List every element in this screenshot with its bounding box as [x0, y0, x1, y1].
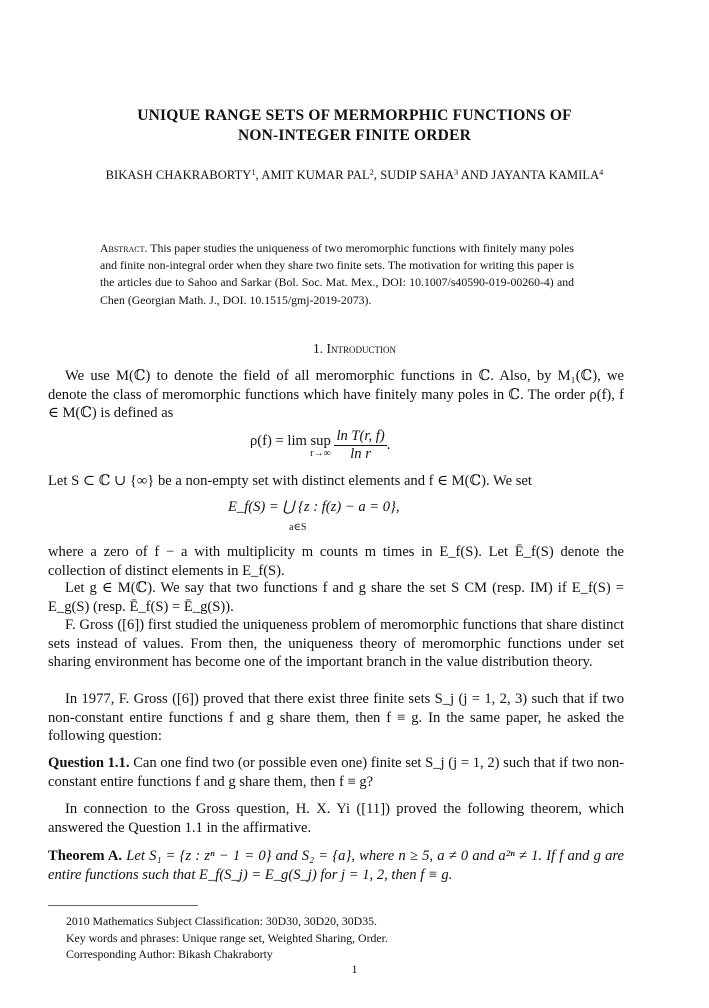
author-3: SUDIP SAHA	[380, 168, 455, 182]
section-title: Introduction	[326, 341, 396, 356]
footnote-msc: 2010 Mathematics Subject Classification: 30D30, 30D20, 30D35.	[66, 914, 377, 928]
footnote-corresponding: Corresponding Author: Bikash Chakraborty	[66, 947, 273, 961]
section-heading	[40, 341, 669, 357]
theorem-label: Theorem A.	[48, 848, 123, 864]
eq1-fraction	[334, 428, 386, 463]
paragraph-yi: In connection to the Gross question, H. X. Yi ([11]) proved the following theorem, which answered the Question 1.1 in the affirmative.	[48, 801, 624, 836]
paragraph-intro: We use M(ℂ) to denote the field of all meromorphic functions in ℂ. Also, by M₁(ℂ), we denote the class of meromorphic functions which have finitely many poles in ℂ. The order ρ(f), f ∈ M(ℂ) is defined as	[48, 368, 624, 421]
question-1-1	[48, 754, 624, 791]
abstract-label: Abstract.	[100, 241, 148, 255]
paper-title	[40, 106, 669, 146]
abstract	[100, 240, 574, 309]
eq1-lhs: ρ(f) = lim sup	[250, 432, 331, 449]
paragraph-set-def: Let S ⊂ ℂ ∪ {∞} be a non-empty set with distinct elements and f ∈ M(ℂ). We set	[48, 473, 532, 489]
equation-order	[250, 428, 390, 463]
equation-ef	[228, 498, 400, 533]
eq1-limit-sub: r→∞	[310, 447, 331, 459]
footnotes	[66, 913, 626, 963]
footnote-rule	[48, 905, 198, 906]
page-number: 1	[351, 962, 358, 976]
eq2-union-sub: a∈S	[289, 522, 307, 533]
eq1-numerator: ln T(r, f)	[336, 428, 385, 444]
eq1-period: .	[386, 436, 391, 453]
author-1-mark: 1	[251, 168, 256, 177]
section-number: 1.	[313, 341, 324, 356]
question-label: Question 1.1.	[48, 755, 130, 771]
footnote-keywords: Key words and phrases: Unique range set, Weighted Sharing, Order.	[66, 930, 388, 945]
paragraph-gross-1977: In 1977, F. Gross ([6]) proved that there exist three finite sets S_j (j = 1, 2, 3) such that if two non-constant entire functions f and g share them, then f ≡ g. In the same paper, he asked the following question:	[48, 691, 624, 744]
author-1: BIKASH CHAKRABORTY	[105, 168, 252, 182]
question-text: Can one find two (or possible even one) finite set S_j (j = 1, 2) such that if two non-constant entire functions f and g share them, then f ≡ g?	[48, 755, 624, 790]
author-2-mark: 2	[369, 168, 374, 177]
paragraph-share: Let g ∈ M(ℂ). We say that two functions f and g share the set S CM (resp. IM) if E_f(S) = E_g(S) (resp. Ē_f(S) = Ē_g(S)).	[48, 580, 624, 615]
theorem-text: Let S₁ = {z : zⁿ − 1 = 0} and S₂ = {a}, where n ≥ 5, a ≠ 0 and a²ⁿ ≠ 1. If f and g are entire functions such that E_f(S_j) = E_g(S_j) for j = 1, 2, then f ≡ g.	[48, 848, 624, 883]
author-3-mark: 3	[454, 168, 459, 177]
title-line-1: UNIQUE RANGE SETS OF MERMORPHIC FUNCTIONS OF	[137, 107, 572, 124]
author-4: JAYANTA KAMILA	[491, 168, 600, 182]
eq1-denominator: ln r	[350, 446, 371, 462]
theorem-a	[48, 847, 624, 884]
paragraph-gross-history: F. Gross ([6]) first studied the uniqueness problem of meromorphic functions that share distinct sets instead of values. From then, the uniqueness theory of meromorphic functions under set sharing environment has become one of the important branch in the value distribution theory.	[48, 617, 624, 670]
author-and: AND	[460, 168, 489, 182]
author-2: AMIT KUMAR PAL	[261, 168, 370, 182]
paragraph-multiplicity: where a zero of f − a with multiplicity m counts m times in E_f(S). Let Ē_f(S) denote the collection of distinct elements in E_f(S).	[48, 544, 624, 579]
title-line-2: NON-INTEGER FINITE ORDER	[237, 127, 472, 144]
author-4-mark: 4	[599, 168, 604, 177]
author-list: BIKASH CHAKRABORTY$^1$, AMIT KUMAR PAL$^2$, SUDIP SAHA$^3$ AND JAYANTA KAMILA$^4$	[105, 168, 604, 182]
abstract-text: This paper studies the uniqueness of two meromorphic functions with finitely many poles and finite non-integral order when they share two finite sets. The motivation for writing this paper is the articles due to Sahoo and Sarkar (Bol. Soc. Mat. Mex., DOI: 10.1007/s40590-019-00260-4) and Chen (Georgian Math. J., DOI. 10.1515/gmj-2019-2073).	[100, 241, 574, 307]
eq2-body: E_f(S) = ⋃ {z : f(z) − a = 0},	[228, 499, 400, 515]
